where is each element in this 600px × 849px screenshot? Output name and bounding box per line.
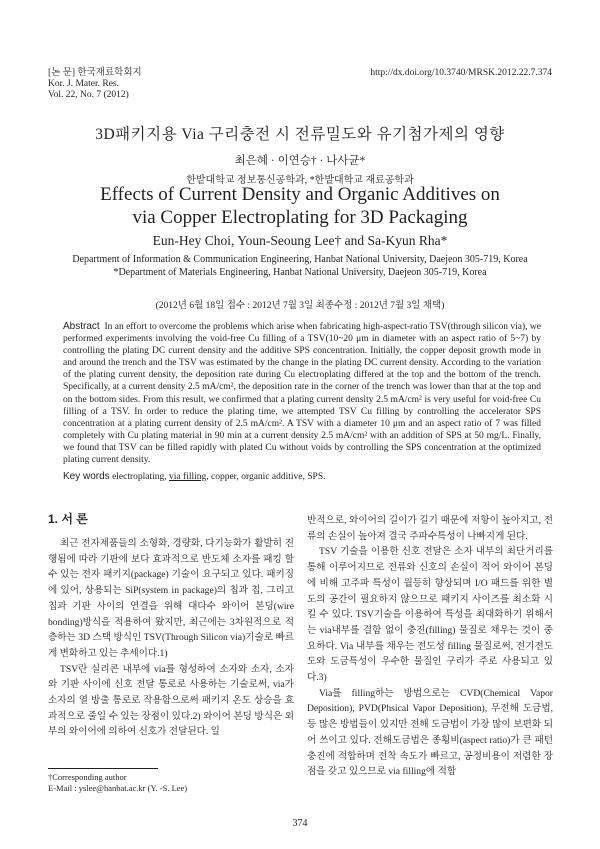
keywords-label: Key words bbox=[63, 471, 110, 482]
journal-name-en: Kor. J. Mater. Res. bbox=[48, 79, 119, 89]
keywords bbox=[63, 471, 541, 482]
affiliation-korean: 한밭대학교 정보통신공학과, *한밭대학교 재료공학과 bbox=[186, 175, 414, 186]
title-english-line1: Effects of Current Density and Organic Additives on bbox=[100, 184, 500, 205]
journal-header bbox=[48, 68, 142, 101]
authors-english: Eun-Hey Choi, Youn-Seoung Lee† and Sa-Kyun Rha* bbox=[152, 233, 448, 248]
paragraph: Via를 filling하는 방법으로는 CVD(Chemical Vapor Deposition), PVD(Phsical Vapor Deposition), 무전해 도금법, 등 많은 방법들이 있지만 전해 도금법이 가장 많이 보편화 되어 쓰이고 있다. 전해도금법은 종횡비(aspect ratio)가 큰 패턴 충진에 적합하며 전착 속도가 빠르고, 공정비용이 저렴한 장점을 갖고 있으므로 via filling에 적합 bbox=[307, 687, 553, 778]
keywords-pre: electroplating, bbox=[112, 472, 170, 482]
abstract-text: In an effort to overcome the problems which arise when fabricating high-aspect-ratio TSV(through silicon via), we performed experiments involving the void-free Cu filling of a TSV(10~20 μm in diameter with an aspect ratio of 5~7) by controlling the plating DC current density and the additive SPS concentration. Initially, the copper deposit growth mode in and around the trench and the TSV was estimated by the change in the plating DC current density. According to the variation of the plating current density, the deposition rate during Cu electroplating differed at the top and the bottom of the trench. Specifically, at a current density 2.5 mA/cm², the deposition rate in the corner of the trench was lower than that at the top and on the bottom sides. From this result, we confirmed that a plating current density 2.5 mA/cm² is very useful for void-free Cu filling of a TSV. In order to reduce the plating time, we attempted TSV Cu filling by controlling the accelerator SPS concentration at a plating current density of 2.5 mA/cm². A TSV with a diameter 10 μm and an aspect ratio of 7 was filled completely with Cu plating material in 90 min at a current density 2.5 mA/cm² with an addition of SPS at 50 mg/L. Finally, we found that TSV can be filled rapidly with plated Cu without voids by controlling the SPS concentration at the optimized plating current density. bbox=[63, 322, 542, 466]
journal-name-kr: [논 문] 한국재료학회지 bbox=[48, 68, 142, 78]
footnote-corresponding: †Corresponding author bbox=[48, 772, 127, 782]
footnote bbox=[48, 772, 187, 794]
affiliation-english-line2: *Department of Materials Engineering, Hanbat National University, Daejeon 305-719, Korea bbox=[113, 267, 487, 278]
body-left-column bbox=[48, 536, 294, 740]
received-dates: (2012년 6월 18일 접수 : 2012년 7월 3일 최종수정 : 2012년 7월 3일 채택) bbox=[155, 301, 445, 311]
affiliation-english-line1: Department of Information & Communication Engineering, Hanbat National University, Daejeon 305-719, Korea bbox=[72, 254, 528, 265]
body-right-column bbox=[307, 513, 553, 780]
title-english-line2: via Copper Electroplating for 3D Packaging bbox=[132, 207, 468, 228]
abstract-label: Abstract bbox=[63, 321, 100, 332]
paragraph: TSV란 실리콘 내부에 via를 형성하여 소자와 소자, 소자와 기판 사이에 신호 전달 통로로 사용하는 기술로써, via가 소자의 열 방출 통로로 작용함으로써 패키지 온도 상승을 효과적으로 줄일 수 있는 장점이 있다.2) 와이어 본딩 방식은 외부의 와이어에 의하여 신호가 전달된다. 일 bbox=[48, 663, 294, 738]
authors-korean: 최은혜 · 이연승† · 나사균* bbox=[234, 155, 366, 167]
section-heading-introduction: 1. 서 론 bbox=[48, 512, 88, 526]
footnote-rule bbox=[48, 768, 158, 769]
footnote-email: E-Mail : yslee@hanbat.ac.kr (Y. -S. Lee) bbox=[48, 783, 188, 793]
paragraph: 최근 전자제품들의 소형화, 경량화, 다기능화가 활발히 진행됨에 따라 기판에 보다 효과적으로 반도체 소자를 패킹 할 수 있는 전자 패키지(package) 기술이 요구되고 있다. 패키징에 있어, 상용되는 SiP(system in package)의 칩과 칩, 그리고 칩과 기판 사이의 연결을 위해 대다수 와이어 본딩(wire bonding)방식을 적용하여 왔지만, 최근에는 3차원적으로 적층하는 3D 스택 방식인 TSV(Through Silicon via)기술로 빠르게 변화하고 있는 추세이다.1) bbox=[48, 538, 294, 659]
journal-volume: Vol. 22, No. 7 (2012) bbox=[48, 90, 129, 100]
page-number: 374 bbox=[292, 818, 308, 829]
paragraph: 반적으로, 와이어의 길이가 길기 때문에 저항이 높아지고, 전류의 손실이 높아져 결국 주파수특성이 나빠지게 된다. bbox=[307, 515, 553, 542]
doi-link[interactable]: http://dx.doi.org/10.3740/MRSK.2012.22.7.374 bbox=[370, 68, 552, 78]
keywords-underlined: via filling bbox=[169, 472, 207, 482]
title-korean: 3D패키지용 Via 구리충전 시 전류밀도와 유기첨가제의 영향 bbox=[95, 126, 505, 143]
paragraph: TSV 기술을 이용한 신호 전달은 소자 내부의 최단거리를 통해 이루어지므로 전류와 신호의 손실이 적어 와이어 본딩에 비해 고주파 특성이 월등히 향상되며 I/O 패드를 위한 별도의 공간이 필요하지 않으므로 패키지 사이즈를 최소화 시킬 수 있다. TSV기술을 이용하여 특성을 최대화하기 위해서는 via내부를 결함 없이 충진(filling) 물질로 채우는 것이 중요하다. Via 내부를 채우는 전도성 filling 물질로써, 전기전도도와 도금특성이 우수한 물질인 구리가 주로 사용되고 있다.3) bbox=[307, 546, 553, 684]
keywords-post: , copper, organic additive, SPS. bbox=[206, 472, 326, 482]
abstract bbox=[63, 321, 541, 466]
